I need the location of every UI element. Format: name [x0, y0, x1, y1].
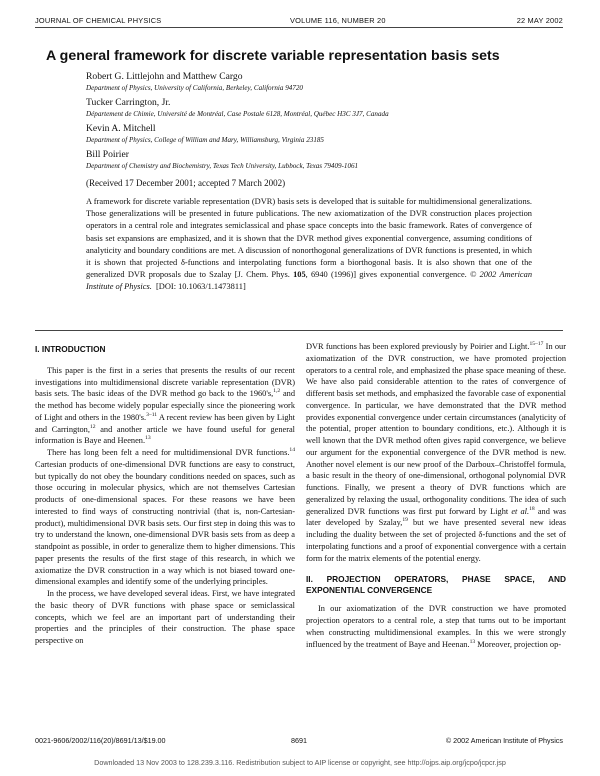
reference-marker[interactable]: 15–17: [529, 341, 544, 348]
paragraph: In our axiomatization of the DVR construction we have promoted projection operators to a central role, a step that turns out to be important when constructing multidimensional examples. In this we were strongly influenced by the treatment of Baye and Heenan.$^{13}$ Moreover, projection op-: [306, 604, 566, 649]
reference-marker[interactable]: 18: [529, 505, 535, 512]
abstract-text: A framework for discrete variable representation (DVR) basis sets is developed that is suitable for multidimensional generalizations. Those generalizations will be presented in future publications. The new axiomatization of the DVR construction places projection operators in a central role and integrates semiclassical and phase space concepts into the basic framework. Rates of convergence of basis set expansions are emphasized, and it is shown that the DVR method gives exponential convergence, assuming conditions of analyticity and boundary conditions are met. A discussion of nonorthogonal generalizations of DVR functions is presented, in which it is shown that projected δ-functions and interpolating functions form a biorthogonal basis. It is also shown that one of the generalized DVR proposals due to Szalay [J. Chem. Phys.: [86, 197, 532, 280]
section-heading: I. INTRODUCTION: [35, 344, 106, 354]
reference-marker[interactable]: 12: [89, 423, 96, 430]
reference-marker[interactable]: 1,2: [273, 388, 281, 395]
received-dates: (Received 17 December 2001; accepted 7 March 2002): [86, 178, 286, 188]
journal-name: JOURNAL OF CHEMICAL PHYSICS: [35, 16, 162, 25]
abstract-citation: , 6940 (1996)] gives exponential convergence.: [305, 270, 471, 280]
reference-marker[interactable]: 3–11: [146, 411, 158, 418]
page-number: 8691: [291, 736, 307, 745]
paragraph: In the process, we have developed several ideas. First, we have integrated the basic theory of DVR functions with phase space or semiclassical concepts, which we feel are an important part of understanding their properties and the principles of their construction. The phase space perspective on: [35, 589, 295, 645]
citation-volume: 105: [293, 270, 306, 280]
reference-marker[interactable]: 13: [145, 435, 151, 442]
author-affiliation: Department of Chemistry and Biochemistry, Texas Tech University, Lubbock, Texas 79409-1061: [86, 162, 359, 170]
footer-copyright: © 2002 American Institute of Physics: [445, 736, 563, 745]
author-name: Kevin A. Mitchell: [86, 123, 156, 134]
paragraph: DVR functions has been explored previously by Poirier and Light.$^{15-17}$ In our axiomatization of the DVR construction, we have promoted projection operators to a central role, and emphasized the phase space meaning of these. We have also paid considerable attention to the rates of convergence of different basis set methods, and emphasized the favorable case of exponential convergence. In particular, we have demonstrated that the DVR method provides exponential convergence under certain circumstances (analyticity of the potential, proper attention to boundary conditions, etc.). Although it is well known that the DVR method often gives rapid convergence, we believe our argument for the exponential convergence of the DVR method is new. Another novel element is our new proof of the Darboux–Christoffel formula, a basic result in the theory of one-dimensional, orthogonal polynomial DVR functions. Finally, we present a theory of DVR functions which are generalized by relaxing the usual, orthogonality conditions. The idea of such generalized DVR functions was first put forward by Light et al.$^{18}$ and was later developed by Szalay,$^{19}$ but we have presented several new ideas including the duality between the set of projected δ-functions and the set of interpolating functions and a proof of exponential convergence with a certain form for the matrix elements of the potential energy.: [306, 341, 567, 563]
paper-title: A general framework for discrete variable representation basis sets: [46, 48, 500, 64]
reference-marker[interactable]: 19: [402, 517, 408, 524]
author-affiliation: Département de Chimie, Université de Montréal, Case Postale 6128, Montréal, Québec H3C 3J7, Canada: [86, 110, 389, 118]
paragraph: This paper is the first in a series that presents the results of our recent investigations into multidimensional discrete variable representation (DVR) basis sets. The basic ideas of the DVR method go back to the 1960's,$^{1,2}$ and the method has become widely popular especially since the pioneering work of Light and others in the 1980's.$^{3-11}$ A recent review has been given by Light and Carrington,$^{12}$ and another article we have found useful for general information is Baye and Heenen.$^{13}$: [35, 365, 295, 446]
abstract: [86, 196, 532, 294]
download-notice: Downloaded 13 Nov 2003 to 128.239.3.116. Redistribution subject to AIP license or copyright, see http://ojps.aip.org/jcpo/jcpcr.jsp: [94, 758, 506, 767]
left-column: [35, 344, 295, 647]
header-rule: [35, 27, 563, 28]
reference-marker[interactable]: 13: [469, 638, 476, 645]
author-name: Robert G. Littlejohn and Matthew Cargo: [86, 71, 243, 82]
volume-number: VOLUME 116, NUMBER 20: [290, 16, 386, 25]
reference-marker[interactable]: 14: [289, 447, 295, 454]
footer-issn: 0021-9606/2002/116(20)/8691/13/$19.00: [35, 736, 166, 745]
paragraph: There has long been felt a need for multidimensional DVR functions.$^{14}$ Cartesian products of one-dimensional DVR functions are easy to construct, but typically do not obey the boundary conditions needed on spaces, such as those occuring in molecular physics, which are not themselves Cartesian products of one-dimensional spaces. For these reasons we have been interested to find ways of constructing nontrivial (that is, non-Cartesian-product), multidimensional DVR basis sets. Our first step in doing this was to try to understand the known, one-dimensional DVR basis sets from as deep a standpoint as possible, in order to generalize them to higher dimensions. This paper presents the results of the first stage of this research, in which we axiomatize the DVR construction in a way which is not biased toward one-dimensional examples and identify some of the underlying principles.: [35, 447, 295, 587]
right-column: [306, 341, 566, 650]
author-name: Bill Poirier: [86, 149, 129, 160]
doi-link[interactable]: [DOI: 10.1063/1.1473811]: [156, 282, 246, 292]
author-affiliation: Department of Physics, College of William and Mary, Williamsburg, Virginia 23185: [86, 136, 324, 144]
section-heading: II. PROJECTION OPERATORS, PHASE SPACE, AND EXPONENTIAL CONVERGENCE: [306, 574, 566, 596]
author-affiliation: Department of Physics, University of California, Berkeley, California 94720: [86, 84, 303, 92]
abstract-copyright: © 2002 American Institute of Physics.: [86, 270, 533, 292]
issue-date: 22 MAY 2002: [516, 16, 563, 25]
author-name: Tucker Carrington, Jr.: [86, 97, 171, 108]
section-divider: [35, 330, 563, 331]
